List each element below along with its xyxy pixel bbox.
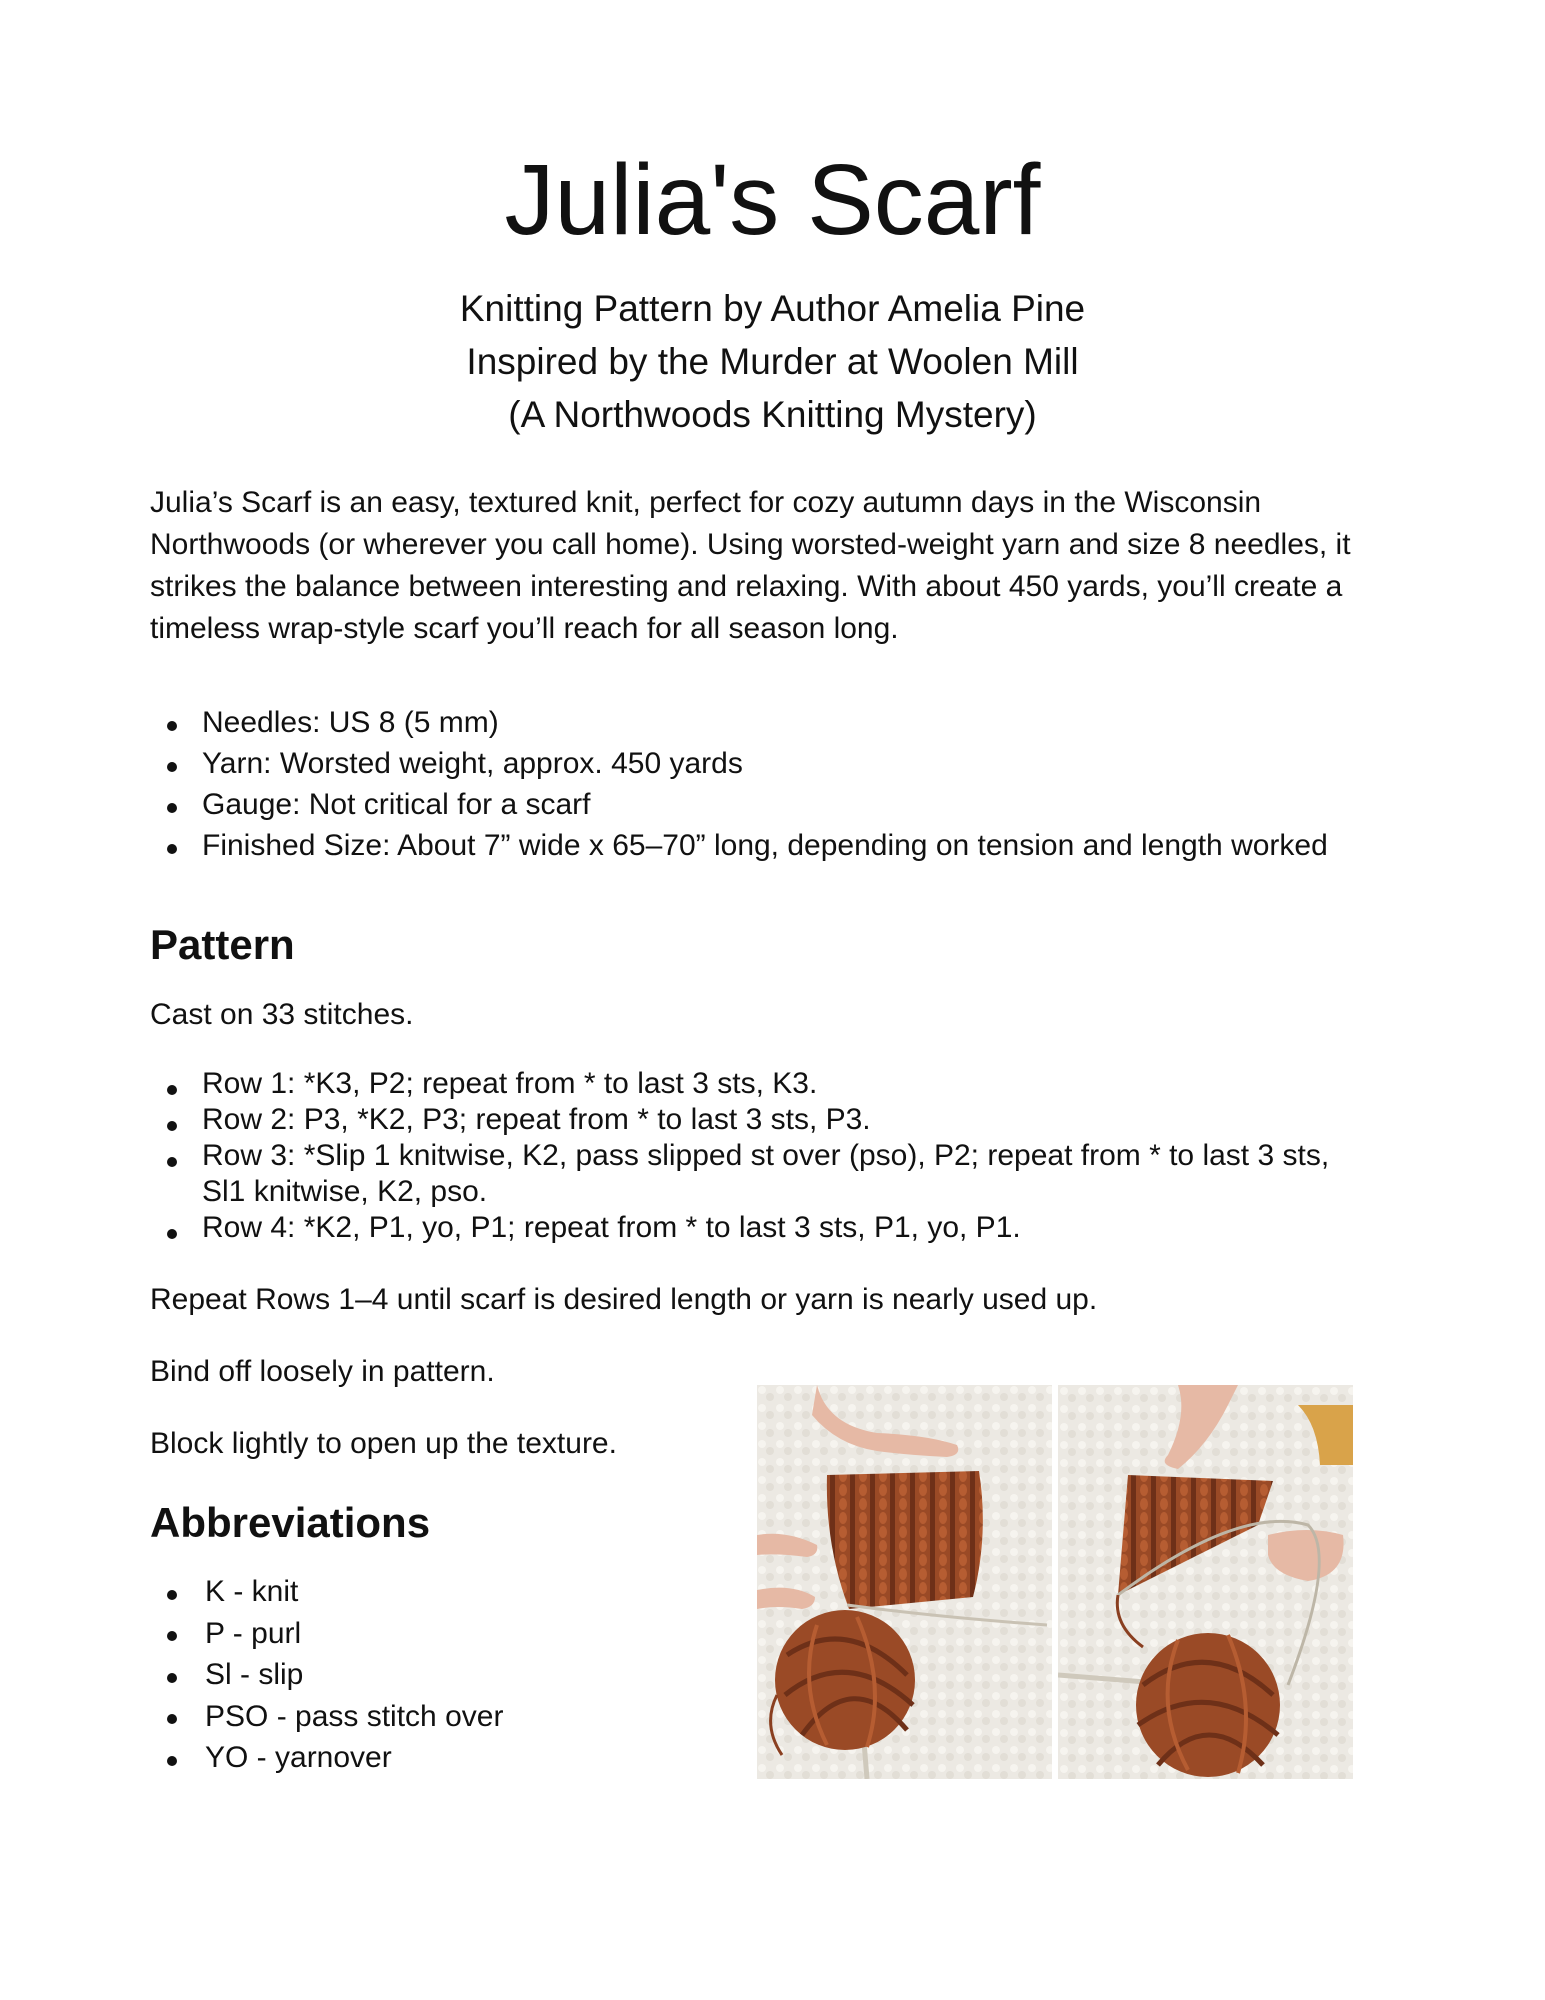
subtitle-line-1: Knitting Pattern by Author Amelia Pine [459,288,1086,329]
subtitle-block [0,282,1545,441]
bind-off-instruction: Bind off loosely in pattern. [150,1355,495,1388]
blocking-instruction: Block lightly to open up the texture. [150,1427,617,1460]
row-instructions-list [150,1066,1370,1246]
row-1-instruction: Row 1: *K3, P2; repeat from * to last 3 sts, K3. [150,1066,1370,1102]
subtitle-line-3: (A Northwoods Knitting Mystery) [508,394,1037,435]
swatch-photo-left [757,1385,1052,1779]
subtitle-line-2: Inspired by the Murder at Woolen Mill [466,341,1079,382]
spec-yarn: Yarn: Worsted weight, approx. 450 yards [150,743,1350,784]
document-title: Julia's Scarf [504,144,1041,256]
swatch-photo-right [1058,1385,1353,1779]
repeat-instruction: Repeat Rows 1–4 until scarf is desired length or yarn is nearly used up. [150,1283,1098,1316]
abbreviations-list [150,1571,503,1779]
row-3-instruction: Row 3: *Slip 1 knitwise, K2, pass slipped st over (pso), P2; repeat from * to last 3 sts, Sl1 knitwise, K2, pso. [150,1138,1370,1210]
abbreviations-heading: Abbreviations [150,1499,431,1546]
swatch-illustration-right [1058,1385,1353,1779]
spec-finished-size: Finished Size: About 7” wide x 65–70” long, depending on tension and length worked [150,825,1350,866]
swatch-illustration-left [757,1385,1052,1779]
abbr-knit: K - knit [150,1571,503,1613]
spec-needles: Needles: US 8 (5 mm) [150,702,1350,743]
materials-list [150,702,1350,866]
abbr-slip: Sl - slip [150,1654,503,1696]
spec-gauge: Gauge: Not critical for a scarf [150,784,1350,825]
intro-paragraph: Julia’s Scarf is an easy, textured knit, perfect for cozy autumn days in the Wisconsin Northwoods (or wherever you call home). Using worsted-weight yarn and size 8 needles, it strikes the balance between interesting and relaxing. With about 450 yards, you’ll create a timeless wrap-style scarf you’ll reach for all season long. [150,486,1351,645]
row-2-instruction: Row 2: P3, *K2, P3; repeat from * to last 3 sts, P3. [150,1102,1370,1138]
row-4-instruction: Row 4: *K2, P1, yo, P1; repeat from * to last 3 sts, P1, yo, P1. [150,1210,1370,1246]
abbr-yarnover: YO - yarnover [150,1737,503,1779]
abbr-pso: PSO - pass stitch over [150,1696,503,1738]
pattern-heading: Pattern [150,921,295,968]
cast-on-instruction: Cast on 33 stitches. [150,998,414,1031]
abbr-purl: P - purl [150,1613,503,1655]
